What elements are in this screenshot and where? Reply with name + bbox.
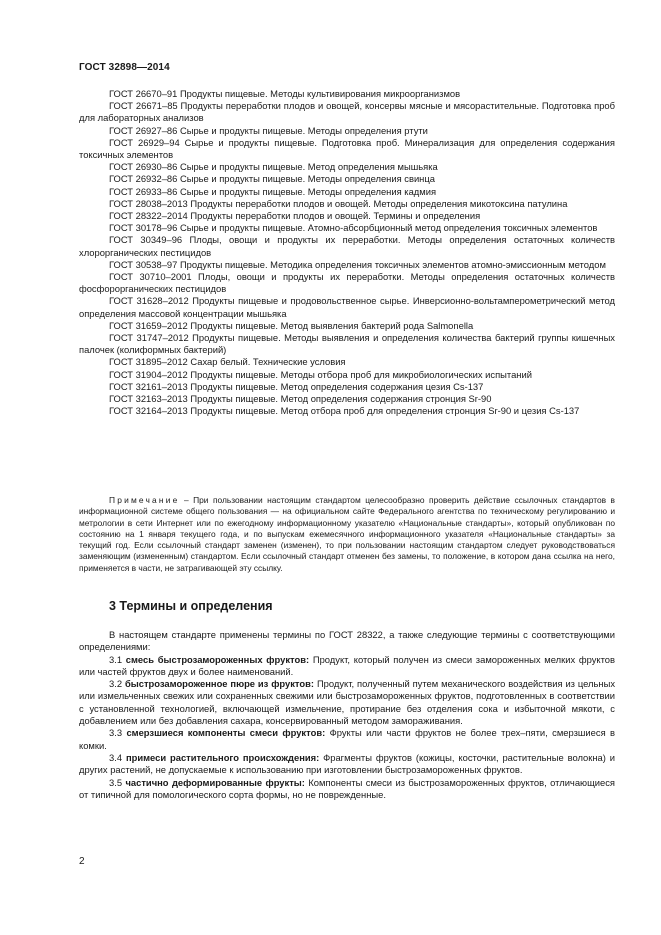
- term-definition: Продукт, полученный путем механического воздействия из цельных или измельченных свежих или сохраненных свежими или быстрозамороженных фруктов, подготовленных в соответствии с установленной технологией, включающей измельчение, протирание без отделения сока и избыточной мякоти, с добавлением или без добавления сахара, консервированный методом замораживания.: [79, 678, 616, 727]
- term-definition: Компоненты смеси из быстрозамороженных фруктов, отличающиеся от типичной для помологического сорта формы, но не поврежденные.: [79, 776, 615, 800]
- terms-section-body: [79, 629, 615, 801]
- normative-references-list: [79, 88, 615, 417]
- reference-item: ГОСТ 26671–85 Продукты переработки плодов и овощей, консервы мясные и мясорастительные. Подготовка проб для лабораторных анализов: [79, 100, 615, 124]
- reference-item: ГОСТ 30349–96 Плоды, овощи и продукты их переработки. Методы определения остаточных количеств хлорорганических пестицидов: [79, 234, 615, 258]
- term-entry: [79, 654, 615, 679]
- reference-item: ГОСТ 30178–96 Сырье и продукты пищевые. Атомно-абсорбционный метод определения токсичных элементов: [109, 222, 598, 234]
- term-name: смесь быстрозамороженных фруктов:: [125, 653, 310, 665]
- term-number: 3.3: [109, 727, 123, 739]
- page-number: 2: [79, 856, 85, 867]
- term-name: частично деформированные фрукты:: [125, 776, 305, 788]
- term-definition: Фрукты или части фруктов не более трех–пяти, смерзшиеся в комки.: [79, 727, 616, 751]
- term-entry: [79, 678, 615, 727]
- intro-paragraph: В настоящем стандарте применены термины по ГОСТ 28322, а также следующие термины с соответствующими определениями:: [79, 629, 615, 653]
- reference-item: ГОСТ 32164–2013 Продукты пищевые. Метод отбора проб для определения стронция Sr-90 и цезия Cs-137: [109, 405, 580, 417]
- section-title: 3 Термины и определения: [109, 599, 273, 613]
- reference-item: ГОСТ 31628–2012 Продукты пищевые и продовольственное сырье. Инверсионно-вольтамперометрический метод определения массовой концентрации мышьяка: [79, 295, 615, 319]
- reference-item: ГОСТ 32161–2013 Продукты пищевые. Метод определения содержания цезия Cs-137: [109, 380, 484, 392]
- page-header-doc-id: ГОСТ 32898—2014: [79, 62, 170, 73]
- reference-item: ГОСТ 31659–2012 Продукты пищевые. Метод выявления бактерий рода Salmonella: [109, 319, 474, 331]
- reference-item: ГОСТ 31895–2012 Сахар белый. Технические условия: [109, 356, 346, 368]
- reference-item: ГОСТ 26670–91 Продукты пищевые. Методы культивирования микроорганизмов: [109, 88, 461, 99]
- reference-item: ГОСТ 31747–2012 Продукты пищевые. Методы выявления и определения количества бактерий группы кишечных палочек (колиформных бактерий): [79, 332, 615, 356]
- note-paragraph: [79, 495, 615, 574]
- reference-item: ГОСТ 26933–86 Сырье и продукты пищевые. Методы определения кадмия: [109, 185, 437, 197]
- reference-item: ГОСТ 28322–2014 Продукты переработки плодов и овощей. Термины и определения: [109, 210, 481, 222]
- reference-item: ГОСТ 26932–86 Сырье и продукты пищевые. Методы определения свинца: [109, 173, 435, 185]
- reference-item: ГОСТ 26930–86 Сырье и продукты пищевые. Метод определения мышьяка: [109, 161, 438, 173]
- term-number: 3.5: [109, 776, 123, 788]
- note-label: Примечание: [109, 495, 180, 505]
- reference-item: ГОСТ 31904–2012 Продукты пищевые. Методы отбора проб для микробиологических испытаний: [109, 368, 532, 380]
- term-name: смерзшиеся компоненты смеси фруктов:: [126, 727, 326, 739]
- term-name: быстрозамороженное пюре из фруктов:: [124, 678, 315, 690]
- term-entry: [79, 727, 615, 752]
- reference-item: ГОСТ 28038–2013 Продукты переработки плодов и овощей. Методы определения микотоксина патулина: [109, 197, 568, 209]
- reference-item: ГОСТ 32163–2013 Продукты пищевые. Метод определения содержания стронция Sr-90: [109, 393, 492, 405]
- reference-item: ГОСТ 26927–86 Сырье и продукты пищевые. Методы определения ртути: [109, 124, 428, 136]
- term-number: 3.2: [109, 678, 123, 690]
- term-definition: Продукт, который получен из смеси замороженных мелких фруктов или частей фруктов двух и более наименований.: [79, 653, 615, 677]
- term-name: примеси растительного происхождения:: [125, 751, 320, 763]
- note-text: – При пользовании настоящим стандартом целесообразно проверить действие ссылочных стандартов в информационной системе общего пользования — на официальном сайте Федерального агентства по техническому регулированию и метрологии в сети Интернет или по ежегодному информационному указателю «Национальные стандарты», который опубликован по состоянию на 1 января текущего года, и по выпускам ежемесячного информационного указателя «Национальные стандарты» за текущий год. Если ссылочный стандарт заменен (изменен), то при пользовании настоящим стандартом следует руководствоваться заменяющим (измененным) стандартом. Если ссылочный стандарт отменен без замены, то положение, в котором дана ссылка на него, применяется в части, не затрагивающей эту ссылку.: [79, 495, 615, 573]
- term-entry: [79, 777, 615, 802]
- reference-item: ГОСТ 30538–97 Продукты пищевые. Методика определения токсичных элементов атомно-эмиссионным методом: [109, 258, 606, 270]
- reference-item: ГОСТ 26929–94 Сырье и продукты пищевые. Подготовка проб. Минерализация для определения содержания токсичных элементов: [79, 136, 615, 161]
- term-entry: [79, 752, 615, 777]
- term-definition: Фрагменты фруктов (кожицы, косточки, растительные волокна) и других растений, не допускаемые к использованию при изготовлении быстрозамороженных фруктов.: [79, 751, 615, 776]
- reference-item: ГОСТ 30710–2001 Плоды, овощи и продукты их переработки. Методы определения остаточных количеств фосфорорганических пестицидов: [79, 271, 615, 295]
- term-number: 3.1: [109, 653, 123, 665]
- term-number: 3.4: [109, 751, 123, 763]
